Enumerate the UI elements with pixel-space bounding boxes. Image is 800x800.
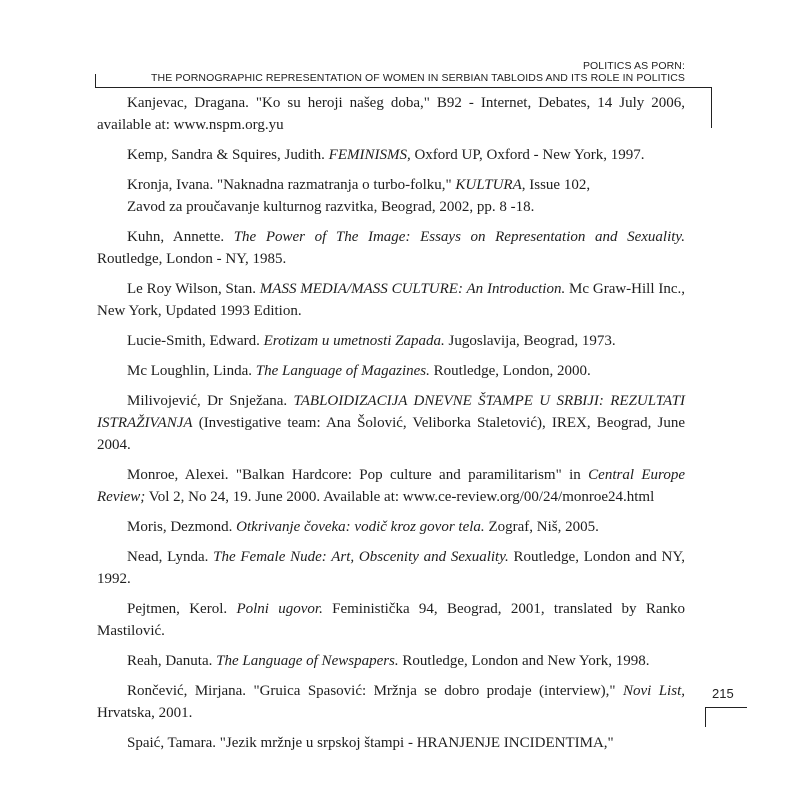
reference-text: Moris, Dezmond. <box>127 519 237 535</box>
reference-entry <box>97 732 685 754</box>
reference-entry <box>97 92 685 136</box>
reference-title: TABLOIDIZACIJA DNEVNE ŠTAMPE U SRBIJI: REZULTATI ISTRAŽIVANJA <box>97 393 685 431</box>
reference-title: The Power of The Image: Essays on Representation and Sexuality. <box>233 229 685 245</box>
header-rule-left <box>95 74 96 88</box>
reference-entry <box>97 390 685 456</box>
reference-text: Routledge, London and NY, 1992. <box>97 549 685 587</box>
reference-text: Mc Loughlin, Linda. <box>127 363 256 379</box>
reference-entry <box>97 516 685 538</box>
reference-title: Erotizam u umetnosti Zapada. <box>263 333 445 349</box>
reference-text: Spaić, Tamara. "Jezik mržnje u srpskoj štampi - HRANJENJE INCIDENTIMA," <box>127 735 614 751</box>
reference-text: Kronja, Ivana. "Naknadna razmatranja o turbo-folku," <box>127 177 456 193</box>
reference-text: Vol 2, No 24, 19. June 2000. Available at: www.ce-review.org/00/24/monroe24.html <box>145 489 655 505</box>
reference-text: (Investigative team: Ana Šolović, Veliborka Staletović), IREX, Beograd, June 2004. <box>97 415 685 453</box>
reference-entry <box>97 330 685 352</box>
reference-text: Kuhn, Annette. <box>127 229 234 245</box>
reference-text: Jugoslavija, Beograd, 1973. <box>444 333 616 349</box>
reference-entry <box>97 174 685 196</box>
reference-title: The Female Nude: Art, Obscenity and Sexuality. <box>213 549 509 565</box>
reference-text: Hrvatska, 2001. <box>97 705 193 721</box>
reference-entry <box>97 464 685 508</box>
footer-rule <box>705 707 747 708</box>
running-head-line-2: THE PORNOGRAPHIC REPRESENTATION OF WOMEN IN SERBIAN TABLOIDS AND ITS ROLE IN POLITICS <box>151 72 685 84</box>
reference-text: Kanjevac, Dragana. "Ko su heroji našeg doba," B92 - Internet, Debates, 14 July 2006, available at: www.nspm.org.yu <box>97 95 685 133</box>
reference-text: Routledge, London and New York, 1998. <box>398 653 650 669</box>
reference-title: Novi List, <box>622 683 685 699</box>
reference-title: The Language of Newspapers. <box>216 653 399 669</box>
reference-text: Rončević, Mirjana. "Gruica Spasović: Mržnja se dobro prodaje (interview)," <box>127 683 623 699</box>
reference-text: Milivojević, Dr Snježana. <box>127 393 294 409</box>
reference-text: Le Roy Wilson, Stan. <box>127 281 260 297</box>
reference-entry <box>97 278 685 322</box>
running-head <box>151 60 685 84</box>
reference-title: FEMINISMS <box>328 147 407 163</box>
footer-rule-vertical <box>705 707 706 727</box>
reference-text: Reah, Danuta. <box>127 653 217 669</box>
reference-text: Feministička 94, Beograd, 2001, translated by Ranko Mastilović. <box>97 601 685 639</box>
reference-text: Zograf, Niš, 2005. <box>484 519 599 535</box>
reference-title: KULTURA <box>455 177 522 193</box>
reference-list <box>97 92 685 762</box>
reference-title: Otkrivanje čoveka: vodič kroz govor tela. <box>236 519 485 535</box>
reference-entry <box>97 650 685 672</box>
reference-entry <box>97 360 685 382</box>
reference-text: Zavod za proučavanje kulturnog razvitka, Beograd, 2002, pp. 8 -18. <box>127 199 535 215</box>
header-rule <box>95 87 712 88</box>
reference-text: , Issue 102, <box>521 177 591 193</box>
reference-text: Routledge, London - NY, 1985. <box>97 251 287 267</box>
reference-entry <box>97 546 685 590</box>
reference-text: Lucie-Smith, Edward. <box>127 333 264 349</box>
reference-entry <box>97 144 685 166</box>
reference-title: Central Europe Review; <box>97 467 686 505</box>
running-head-line-1: POLITICS AS PORN: <box>582 60 685 72</box>
reference-title: MASS MEDIA/MASS CULTURE: An Introduction. <box>259 281 566 297</box>
reference-title: The Language of Magazines. <box>255 363 430 379</box>
reference-text: Pejtmen, Kerol. <box>127 601 237 617</box>
reference-text: , Oxford UP, Oxford - New York, 1997. <box>406 147 645 163</box>
reference-entry <box>97 226 685 270</box>
reference-text: Mc Graw-Hill Inc., New York, Updated 1993 Edition. <box>97 281 685 319</box>
reference-text: Routledge, London, 2000. <box>429 363 591 379</box>
reference-text: Kemp, Sandra & Squires, Judith. <box>127 147 329 163</box>
reference-text: Nead, Lynda. <box>127 549 214 565</box>
reference-entry <box>97 196 685 218</box>
reference-text: Monroe, Alexei. "Balkan Hardcore: Pop culture and paramilitarism" in <box>127 467 589 483</box>
page-number: 215 <box>712 686 734 701</box>
header-rule-right <box>711 87 712 128</box>
reference-entry <box>97 598 685 642</box>
reference-entry <box>97 680 685 724</box>
reference-title: Polni ugovor. <box>236 601 323 617</box>
